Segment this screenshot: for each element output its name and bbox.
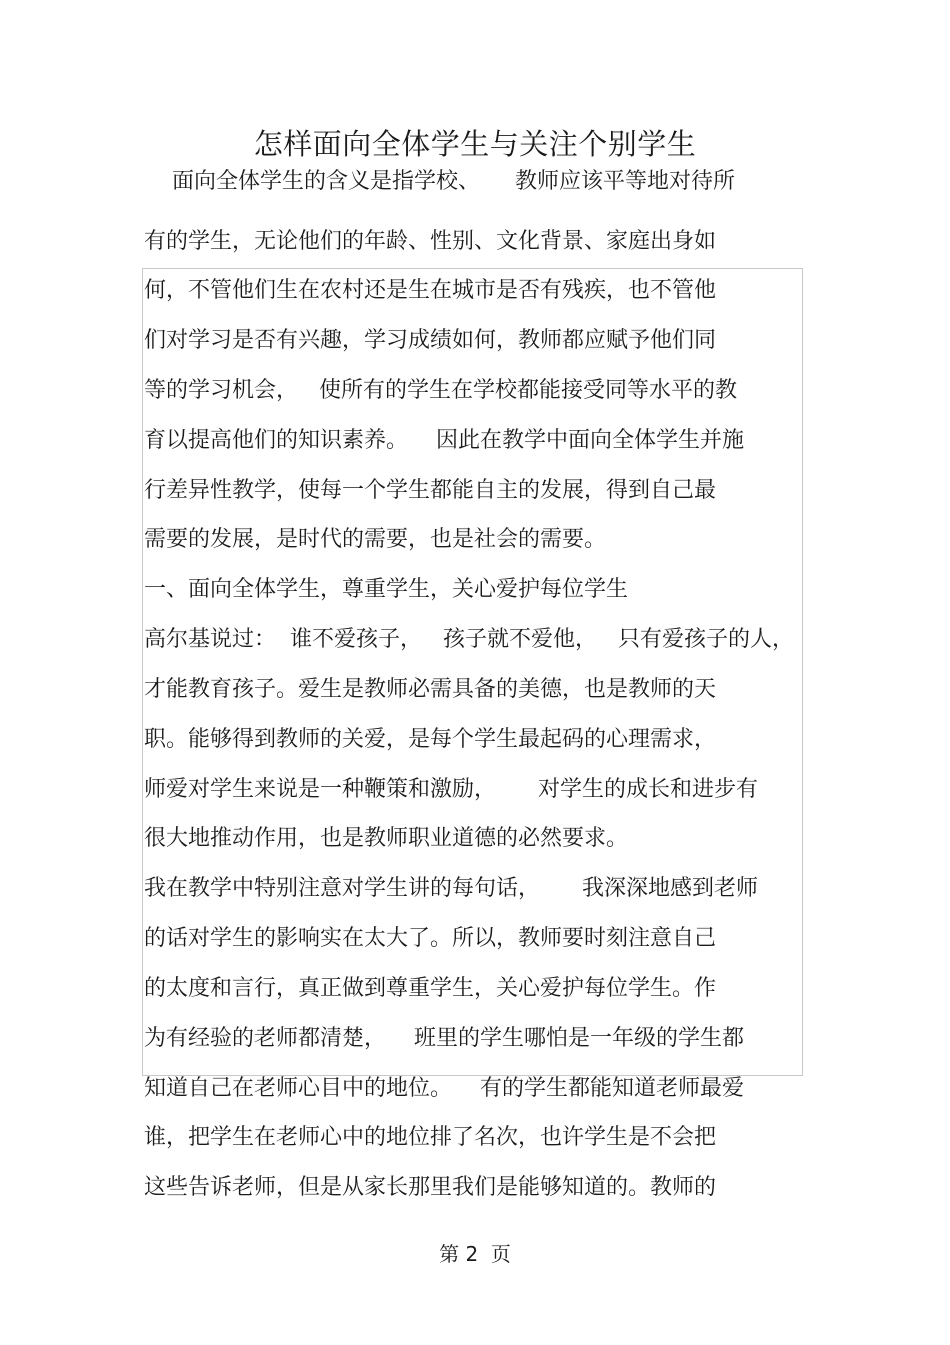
body-line-11: 才能教育孩子。爱生是教师必需具备的美德，也是教师的天 — [144, 677, 717, 702]
body-line-18: 为有经验的老师都清楚， 班里的学生哪怕是一年级的学生都 — [144, 1026, 744, 1051]
body-line-4: 们对学习是否有兴趣，学习成绩如何，教师都应赋予他们同 — [144, 328, 717, 353]
body-line-19: 知道自己在老师心目中的地位。 有的学生都能知道老师最爱 — [144, 1076, 744, 1101]
body-line-20: 谁，把学生在老师心中的地位排了名次，也许学生是不会把 — [144, 1125, 717, 1150]
body-line-8: 需要的发展，是时代的需要，也是社会的需要。 — [144, 527, 607, 552]
section-heading-1: 一、面向全体学生，尊重学生，关心爱护每位学生 — [144, 577, 629, 602]
body-line-2: 有的学生，无论他们的年龄、性别、文化背景、家庭出身如 — [144, 229, 717, 254]
body-line-15: 我在教学中特别注意对学生讲的每句话， 我深深地感到老师 — [144, 876, 758, 901]
body-line-1: 面向全体学生的含义是指学校、 教师应该平等地对待所 — [144, 169, 735, 194]
document-title: 怎样面向全体学生与关注个别学生 — [253, 127, 697, 161]
body-line-13: 师爱对学生来说是一种鞭策和激励， 对学生的成长和进步有 — [144, 777, 758, 802]
body-line-21: 这些告诉老师，但是从家长那里我们是能够知道的。教师的 — [144, 1175, 717, 1200]
body-line-7: 行差异性教学，使每一个学生都能自主的发展，得到自己最 — [144, 478, 717, 503]
body-line-16: 的话对学生的影响实在太大了。所以，教师要时刻注意自己 — [144, 926, 717, 951]
page-number: 第 2 页 — [439, 1242, 511, 1266]
body-line-5: 等的学习机会， 使所有的学生在学校都能接受同等水平的教 — [144, 378, 737, 403]
body-line-10: 高尔基说过： 谁不爱孩子， 孩子就不爱他， 只有爱孩子的人， — [144, 627, 794, 652]
body-line-6: 育以提高他们的知识素养。 因此在教学中面向全体学生并施 — [144, 428, 744, 453]
body-line-3: 何，不管他们生在农村还是生在城市是否有残疾，也不管他 — [144, 278, 717, 303]
body-line-17: 的太度和言行，真正做到尊重学生，关心爱护每位学生。作 — [144, 976, 717, 1001]
body-line-12: 职。能够得到教师的关爱，是每个学生最起码的心理需求， — [144, 727, 717, 752]
body-line-14: 很大地推动作用，也是教师职业道德的必然要求。 — [144, 826, 629, 851]
